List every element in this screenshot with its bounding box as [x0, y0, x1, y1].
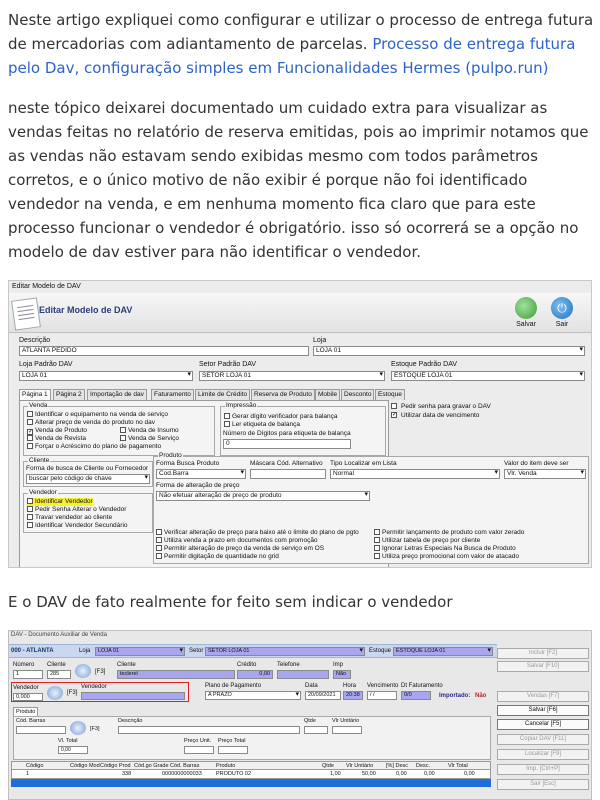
- tab-faturamento[interactable]: Faturamento: [151, 389, 194, 400]
- salvar-f6-button[interactable]: Salvar [F6]: [497, 705, 589, 716]
- setor-select[interactable]: SETOR LOJA 01 ▾: [199, 371, 385, 381]
- hora-label: Hora: [343, 683, 357, 689]
- col-produto: Produto: [216, 763, 236, 769]
- vendedor-name-label: Vendedor: [81, 684, 107, 690]
- vendedor-group: [23, 489, 153, 533]
- salvar-f10-button[interactable]: Salvar [F10]: [497, 661, 589, 672]
- valor-item-select[interactable]: Vlr. Venda ▾: [504, 469, 586, 479]
- dav-loja-select[interactable]: LOJA 01 ▾: [95, 647, 185, 656]
- telefone-label: Telefone: [277, 662, 300, 668]
- header-title: Editar Modelo de DAV: [39, 305, 133, 315]
- check-alteracao-preco-os[interactable]: Permitir alteração de preço da venda de serviço em OS: [156, 545, 324, 553]
- dav-top-bar: [9, 644, 497, 658]
- col-vlr-unitario: Vlr Unitário: [346, 763, 374, 769]
- vencimento-input[interactable]: / /: [367, 691, 397, 700]
- loja-label: Loja: [313, 337, 327, 344]
- dav-estoque-label: Estoque: [369, 648, 392, 654]
- check-identificar-vendedor[interactable]: Identificar Vendedor: [27, 498, 93, 506]
- search-cliente-icon[interactable]: [75, 664, 91, 678]
- venda-group-title: Venda: [29, 402, 48, 409]
- dt-faturamento-label: Dt Faturamento: [401, 683, 443, 689]
- estoque-label: Estoque Padrão DAV: [391, 361, 458, 368]
- dav-documento-screenshot: [8, 630, 592, 800]
- check-data-vencimento: Utilizar data de vencimento: [401, 412, 480, 419]
- imprimir-button[interactable]: Imp. [Ctrl+P]: [497, 764, 589, 775]
- save-label: Salvar: [516, 321, 536, 328]
- check-venda-prazo-promocao[interactable]: Utiliza venda a prazo em documentos com promoção: [156, 537, 318, 545]
- window-title: Editar Modelo de DAV: [12, 283, 81, 290]
- cell-desc-pct: 0,00: [396, 771, 407, 777]
- telefone-field: [277, 670, 329, 679]
- vendedor-name-field: [81, 692, 185, 700]
- grid-header: [11, 761, 491, 770]
- body-paragraph: neste tópico deixarei documentado um cuidado extra para visualizar as vendas feitas no relatório de reserva emitidas, pois ao imprimir notamos que as vendas não estavam sendo exibidas mesmo com todos parâmetros corretos, e o único motivo de não exibir é porque não foi identificado vendedor na venda, e em nenhuma momento fica claro que para este processo funcionar o vendedor é obrigatório. isso só ocorrerá se a opção no modelo de dav estiver para não identificar o vendedor.: [8, 99, 589, 261]
- plano-label: Plano de Pagamento: [205, 683, 262, 689]
- header-bar: [9, 293, 592, 333]
- tab-mobile[interactable]: Mobile: [315, 389, 340, 400]
- check-preco-promocional[interactable]: Utiliza preço promocional com valor de atacado: [374, 553, 519, 561]
- mascara-label: Máscara Cód. Alternativo: [250, 460, 323, 467]
- check-venda-servico[interactable]: Venda de Serviço: [120, 435, 179, 443]
- loja-padrao-label: Loja Padrão DAV: [19, 361, 73, 368]
- check-forcar-acrescimo[interactable]: Forçar o Acréscimo do plano de pagamento: [27, 443, 161, 451]
- f3-cliente: [F3]: [95, 669, 106, 675]
- mascara-input[interactable]: [250, 469, 326, 479]
- cliente-group-title: Cliente: [29, 457, 50, 464]
- dav-setor-label: Setor: [189, 648, 204, 654]
- closing-paragraph: E o DAV de fato realmente for feito sem indicar o vendedor: [8, 593, 453, 611]
- col-codigo-grade: Cód.go Grade: [134, 763, 169, 769]
- localizar-button[interactable]: Localizar [F9]: [497, 749, 589, 760]
- exit-label: Sair: [555, 321, 569, 328]
- dav-estoque-select[interactable]: ESTOQUE LOJA 01 ▾: [393, 647, 493, 656]
- setor-label: Setor Padrão DAV: [199, 361, 257, 368]
- save-icon: [515, 297, 537, 319]
- vlr-unitario-label: Vlr Unitário: [332, 718, 360, 724]
- search-produto-icon[interactable]: [70, 721, 86, 735]
- vendas-button[interactable]: Vendas [F7]: [497, 691, 589, 702]
- alteracao-preco-label: Forma de alteração de preço: [156, 482, 240, 489]
- col-codigo: Código: [26, 763, 44, 769]
- hora-field: 20:38: [343, 691, 363, 700]
- cell-qtde: 1,00: [330, 771, 341, 777]
- dav-loja-label: Loja: [79, 648, 91, 654]
- imp-field: Não: [333, 670, 351, 679]
- valor-item-label: Valor do item deve ser: [504, 460, 569, 467]
- check-pedir-senha-dav: Pedir senha para gravar o DAV: [401, 403, 491, 410]
- col-codigo-mod: Código Mod: [70, 763, 100, 769]
- cod-barras-input[interactable]: [16, 726, 66, 734]
- sair-button[interactable]: Sair [Esc]: [497, 779, 589, 790]
- cell-codigo-prod: 338: [122, 771, 132, 777]
- cell-vlr-total: 0,00: [464, 771, 475, 777]
- loja-padrao-select[interactable]: LOJA 01 ▾: [19, 371, 193, 381]
- impressao-group: [220, 402, 386, 456]
- descricao-produto-input[interactable]: [118, 726, 300, 734]
- estoque-select[interactable]: ESTOQUE LOJA 01 ▾: [391, 371, 585, 381]
- check-pedir-senha-vendedor[interactable]: Pedir Senha Alterar o Vendedor: [27, 506, 126, 514]
- check-vendedor-secundario[interactable]: Identificar Vendedor Secundário: [27, 522, 128, 530]
- cliente-code-input[interactable]: 285: [47, 670, 71, 679]
- vl-total-field: 0,00: [58, 746, 88, 754]
- editar-modelo-dav-screenshot: [8, 280, 592, 568]
- vendedor-code-input[interactable]: 0,000: [13, 693, 43, 701]
- tipo-localizar-label: Tipo Localizar em Lista: [330, 460, 397, 467]
- impressao-group-title: Impressão: [226, 402, 257, 409]
- vl-total-label: Vl. Total: [58, 738, 78, 744]
- data-label: Data: [305, 683, 318, 689]
- tab-importacao[interactable]: Importação de dav: [87, 389, 147, 400]
- cell-produto: PRODUTO 02: [216, 771, 252, 777]
- qtde-input[interactable]: [304, 726, 328, 734]
- cliente-name-label: Cliente: [117, 662, 136, 668]
- entrega-futura-link[interactable]: Processo de entrega futura pelo Dav, configuração simples em Funcionalidades Hermes (pulpo.run): [8, 35, 576, 77]
- check-identificar-equipamento[interactable]: Identificar o equipamento na venda de serviço: [27, 411, 168, 419]
- check-verificar-alteracao[interactable]: Verificar alteração de preço para baixo até o limite do plano de pgto: [156, 529, 359, 537]
- busca-cliente-select[interactable]: buscar pelo código de chave ▾: [26, 474, 150, 484]
- f3-produto: [F3]: [90, 726, 100, 732]
- numero-input[interactable]: 1: [13, 670, 43, 679]
- forma-busca-label: Forma Busca Produto: [156, 460, 220, 467]
- descricao-produto-label: Descrição: [118, 718, 143, 724]
- copiar-dav-button[interactable]: Copiar DAV [F11]: [497, 734, 589, 745]
- check-data-vencimento-box[interactable]: ✓: [392, 412, 398, 418]
- plano-select[interactable]: A PRAZO ▾: [205, 691, 301, 700]
- forma-busca-select[interactable]: Cod.Barra ▾: [156, 469, 246, 479]
- vendedor-label: Vendedor: [13, 685, 39, 691]
- intro-paragraph: [8, 8, 594, 80]
- check-tabela-preco-cliente[interactable]: Utilizar tabela de preço por cliente: [374, 537, 480, 545]
- digitos-input[interactable]: 0: [223, 439, 351, 449]
- exit-button[interactable]: [545, 297, 579, 328]
- grid-selection-bar: [11, 779, 491, 787]
- check-valor-zerado[interactable]: Permitir lançamento de produto com valor zerado: [374, 529, 524, 537]
- tab-reserva-produto[interactable]: Reserva de Produto: [251, 389, 315, 400]
- importado-label: Importado:: [439, 693, 471, 699]
- numero-label: Número: [13, 662, 35, 668]
- vendedor-group-title: Vendedor: [29, 489, 57, 496]
- dav-window-title: DAV - Documento Auxiliar de Venda: [11, 632, 107, 638]
- vlr-unitario-input[interactable]: [332, 726, 362, 734]
- dt-faturamento-field: 0/0: [401, 691, 431, 700]
- check-pedir-senha-dav-box[interactable]: [391, 403, 397, 409]
- dav-setor-select[interactable]: SETOR LOJA 01 ▾: [205, 647, 365, 656]
- check-ignorar-letras[interactable]: Ignorar Letras Especiais Na Busca de Produto: [374, 545, 516, 553]
- intro-text: Neste artigo expliquei como configurar e utilizar o processo de entrega futura de mercadorias com adiantamento de parcelas.: [8, 11, 594, 53]
- digitos-label: Número de Dígitos para etiqueta de balança: [223, 430, 351, 437]
- col-desc-pct: [%] Desc: [386, 763, 409, 769]
- preco-total-field: [218, 746, 248, 754]
- vencimento-label: Vencimento: [367, 683, 399, 689]
- save-button[interactable]: [509, 297, 543, 328]
- tab-pagina-2[interactable]: Página 2: [53, 389, 85, 400]
- descricao-input[interactable]: ATLANTA PEDIDO: [19, 346, 309, 356]
- document-icon: [11, 297, 41, 330]
- produto-panel: [13, 716, 491, 760]
- cliente-label: Cliente: [47, 662, 66, 668]
- col-desc: Desc.: [416, 763, 431, 769]
- data-input[interactable]: 20/09/2021: [305, 691, 341, 700]
- descricao-label: Descrição: [19, 337, 51, 344]
- importado-value: Não: [475, 693, 487, 699]
- check-digito-verificador[interactable]: Gerar dígito verificador para balança: [224, 413, 338, 421]
- preco-unit-field: [184, 746, 214, 754]
- check-venda-revista[interactable]: Venda de Revista: [27, 435, 86, 443]
- preco-unit-label: Preço Unit.: [184, 738, 212, 744]
- produto-group-title: Produto: [159, 452, 182, 459]
- tab-desconto[interactable]: Desconto: [341, 389, 374, 400]
- qtde-label: Qtde: [304, 718, 316, 724]
- incluir-button[interactable]: Incluir [F2]: [497, 648, 589, 659]
- busca-cliente-label: Forma de busca de Cliente ou Fornecedor: [26, 465, 149, 472]
- produto-group: [153, 452, 589, 564]
- cell-desc: 0,00: [424, 771, 435, 777]
- power-icon: ⏻: [551, 297, 573, 319]
- search-vendedor-icon[interactable]: [47, 686, 63, 700]
- venda-group: [23, 402, 215, 456]
- check-digitacao-quantidade[interactable]: Permitir digitação de quantidade no grid: [156, 553, 279, 561]
- check-venda-insumo[interactable]: Venda de Insumo: [120, 427, 179, 435]
- tab-pagina-1[interactable]: Página 1: [19, 389, 51, 401]
- alteracao-preco-select[interactable]: Não efetuar alteração de preço de produto ▾: [156, 491, 370, 501]
- col-cod-barras: Cód. Barras: [170, 763, 200, 769]
- imp-label: Imp: [333, 662, 344, 668]
- table-row[interactable]: [11, 770, 491, 779]
- tab-limite-credito[interactable]: Limite de Crédito: [195, 389, 250, 400]
- tab-estoque[interactable]: Estoque: [375, 389, 405, 400]
- col-codigo-prod: Código Prod: [100, 763, 131, 769]
- check-alterar-preco[interactable]: Alterar preço de venda do produto no dav: [27, 419, 155, 427]
- loja-tag: 000 - ATLANTA: [11, 648, 54, 654]
- tipo-localizar-select[interactable]: Normal ▾: [330, 469, 500, 479]
- col-qtde: Qtde: [322, 763, 334, 769]
- check-ler-etiqueta[interactable]: Ler etiqueta de balança: [224, 421, 300, 429]
- cliente-name-field: teclerel: [117, 670, 235, 679]
- preco-total-label: Preço Total: [218, 738, 246, 744]
- cod-barras-label: Cód. Barras: [16, 718, 46, 724]
- tab-produto[interactable]: Produto: [13, 707, 38, 716]
- f3-vendedor: [F3]: [67, 690, 78, 696]
- cell-vlr-unitario: 50,00: [362, 771, 376, 777]
- check-venda-produto[interactable]: ✓ Venda de Produto: [28, 427, 88, 435]
- check-travar-vendedor[interactable]: Travar vendedor ao cliente: [27, 514, 112, 522]
- col-vlr-total: Vlr Total: [448, 763, 468, 769]
- cliente-group: [23, 457, 153, 487]
- cancelar-button[interactable]: Cancelar [F5]: [497, 719, 589, 730]
- cell-cod-barras: 0000000000033: [162, 771, 202, 777]
- credito-field: 0,00: [237, 670, 273, 679]
- credito-label: Crédito: [237, 662, 257, 668]
- loja-select[interactable]: LOJA 01 ▾: [313, 346, 585, 356]
- cell-codigo: 1: [26, 771, 30, 777]
